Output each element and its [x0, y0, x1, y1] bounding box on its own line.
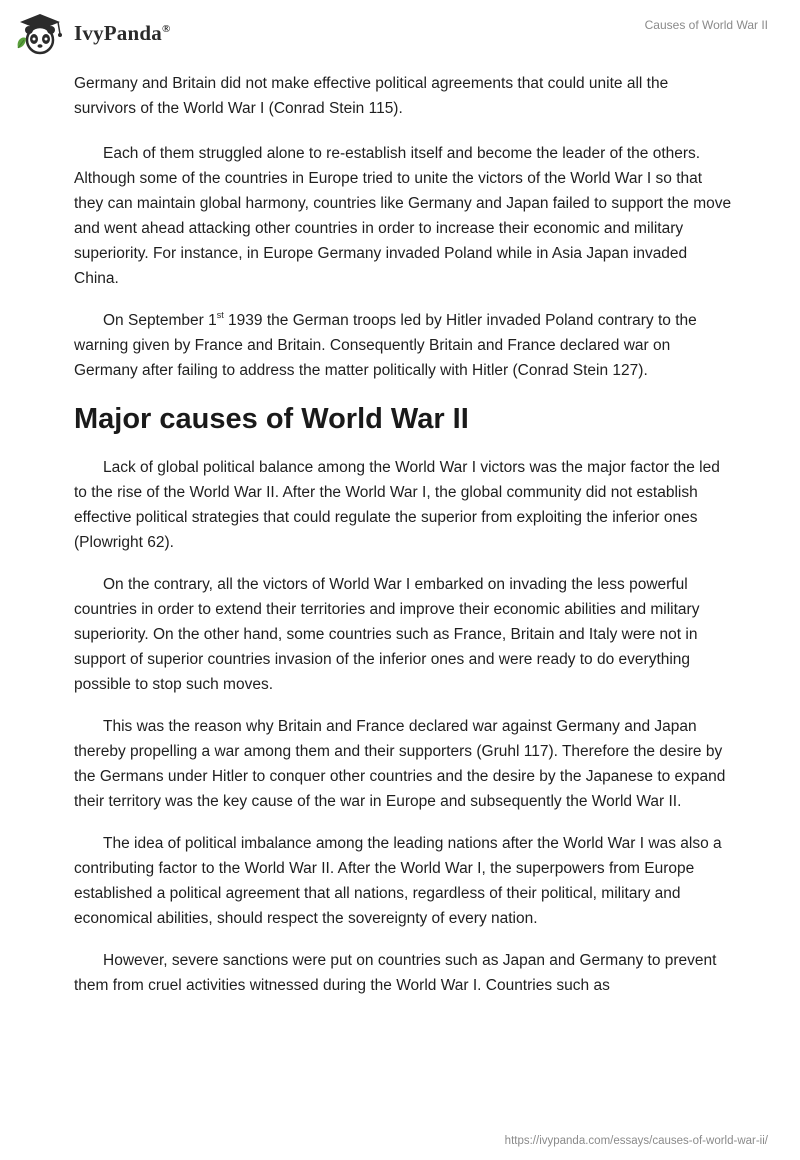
document-running-title: Causes of World War II — [644, 18, 768, 32]
site-logo[interactable] — [14, 10, 170, 56]
paragraph: Germany and Britain did not make effective political agreements that could unite all the survivors of the World War I (Conrad Stein 115). — [74, 75, 669, 117]
paragraph: This was the reason why Britain and France declared war against Germany and Japan thereby propelling a war among them and their supporters (Gruhl 117). Therefore the desire by the Germans under Hitler to conquer other countries and the desire by the Japanese to expand their territory was the key cause of the war in Europe and subsequently the World War II. — [74, 718, 726, 810]
paragraph: However, severe sanctions were put on countries such as Japan and Germany to prevent them from cruel activities witnessed during the World War I. Countries such as — [74, 952, 717, 994]
paragraph: Each of them struggled alone to re-establish itself and become the leader of the others. Although some of the countries in Europe tried to unite the victors of the World War I so that they can maintain global harmony, countries like Germany and Japan failed to support the move and went ahead attacking other countries in order to increase their economic and military superiority. For instance, in Europe Germany invaded Poland while in Asia Japan invaded China. — [74, 145, 732, 287]
source-url[interactable]: https://ivypanda.com/essays/causes-of-world-war-ii/ — [504, 1135, 768, 1147]
paragraph: On September 1st 1939 the German troops led by Hitler invaded Poland contrary to the warning given by France and Britain. Consequently Britain and France declared war on Germany after failing to address the matter politically with Hitler (Conrad Stein 127). — [74, 310, 697, 379]
paragraph: The idea of political imbalance among the leading nations after the World War I was also a contributing factor to the World War II. After the World War I, the superpowers from Europe established a political agreement that all nations, regardless of their political, military and economical abilities, should respect the sovereignty of every nation. — [74, 835, 722, 927]
essay-content — [74, 71, 734, 1015]
panda-logo-icon — [14, 10, 66, 56]
logo-wordmark: IvyPanda® — [74, 20, 171, 45]
paragraph: On the contrary, all the victors of World War I embarked on invading the less powerful countries in order to extend their territories and improve their economic abilities and military superiority. On the other hand, some countries such as France, Britain and Italy were not in support of superior countries invasion of the inferior ones and were ready to do everything possible to stop such moves. — [74, 576, 700, 693]
section-heading: Major causes of World War II — [74, 403, 469, 435]
paragraph: Lack of global political balance among the World War I victors was the major factor the led to the rise of the World War II. After the World War I, the global community did not establish effective political strategies that could regulate the superior from exploiting the inferior ones (Plowright 62). — [74, 459, 720, 551]
page-header — [0, 0, 800, 70]
